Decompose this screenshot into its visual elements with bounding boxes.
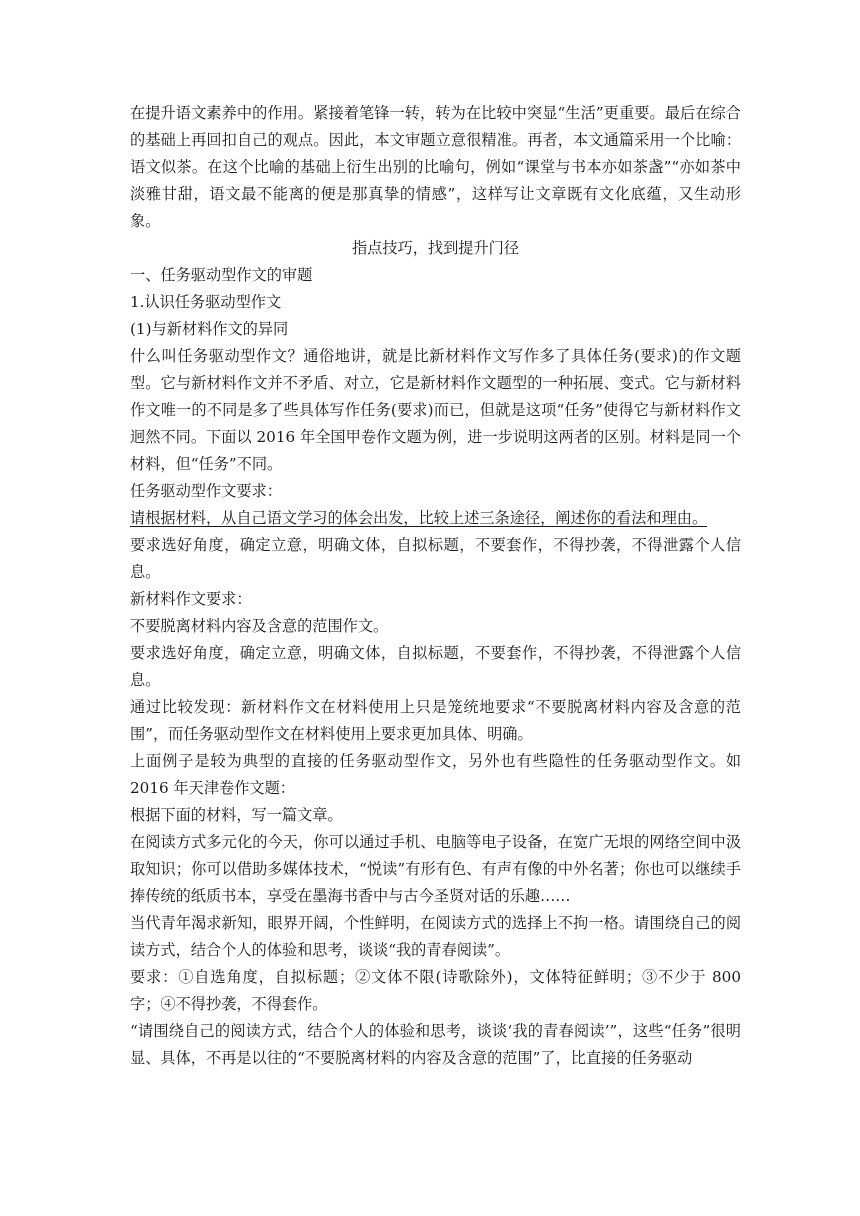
underlined-requirement: 请根据材料，从自己语文学习的体会出发，比较上述三条途径，阐述你的看法和理由。 bbox=[130, 509, 708, 527]
body-paragraph: 根据下面的材料，写一篇文章。 bbox=[130, 806, 343, 824]
body-paragraph: 通过比较发现：新材料作文在材料使用上只是笼统地要求“不要脱离材料内容及含意的范围”，而任务驱动型作文在材料使用上要求更加具体、明确。 bbox=[130, 698, 741, 743]
body-paragraph: “请围绕自己的阅读方式，结合个人的体验和思考，谈谈‘我的青春阅读’”，这些“任务”很明显、具体，不再是以往的“不要脱离材料的内容及含意的范围”了，比直接的任务驱动 bbox=[130, 1022, 741, 1067]
body-paragraph: 新材料作文要求： bbox=[130, 590, 252, 608]
subheading-level-1: 一、任务驱动型作文的审题 bbox=[130, 266, 313, 284]
subheading-level-3: (1)与新材料作文的异同 bbox=[130, 320, 289, 338]
section-heading: 指点技巧，找到提升门径 bbox=[351, 239, 520, 257]
document-body bbox=[130, 100, 741, 1072]
body-paragraph: 当代青年渴求新知，眼界开阔，个性鲜明，在阅读方式的选择上不拘一格。请围绕自己的阅读方式，结合个人的体验和思考，谈谈“我的青春阅读”。 bbox=[130, 914, 741, 959]
body-paragraph: 不要脱离材料内容及含意的范围作文。 bbox=[130, 617, 389, 635]
analysis-paragraph: 在提升语文素养中的作用。紧接着笔锋一转，转为在比较中突显“生活”更重要。最后在综合的基础上再回扣自己的观点。因此，本文审题立意很精准。再者，本文通篇采用一个比喻：语文似茶。在这个比喻的基础上衍生出别的比喻句，例如“课堂与书本亦如茶盏”“亦如茶中淡雅甘甜，语文最不能离的便是那真挚的情感”，这样写让文章既有文化底蕴，又生动形象。 bbox=[130, 104, 741, 230]
body-paragraph: 什么叫任务驱动型作文？通俗地讲，就是比新材料作文写作多了具体任务(要求)的作文题型。它与新材料作文并不矛盾、对立，它是新材料作文题型的一种拓展、变式。它与新材料作文唯一的不同是多了些具体写作任务(要求)而已，但就是这项“任务”使得它与新材料作文迥然不同。下面以 2016 年全国甲卷作文题为例，进一步说明这两者的区别。材料是同一个材料，但“任务”不同。 bbox=[130, 347, 741, 473]
body-paragraph: 要求选好角度，确定立意，明确文体，自拟标题，不要套作，不得抄袭，不得泄露个人信息。 bbox=[130, 536, 741, 581]
body-paragraph: 在阅读方式多元化的今天，你可以通过手机、电脑等电子设备，在宽广无垠的网络空间中汲取知识；你可以借助多媒体技术，“悦读”有形有色、有声有像的中外名著；你也可以继续手捧传统的纸质书本，享受在墨海书香中与古今圣贤对话的乐趣…… bbox=[130, 833, 741, 905]
subheading-level-2: 1.认识任务驱动型作文 bbox=[130, 293, 282, 311]
body-paragraph: 要求选好角度，确定立意，明确文体，自拟标题，不要套作，不得抄袭，不得泄露个人信息。 bbox=[130, 644, 741, 689]
body-paragraph: 要求：①自选角度，自拟标题；②文体不限(诗歌除外)，文体特征鲜明；③不少于 800 字；④不得抄袭，不得套作。 bbox=[130, 968, 741, 1013]
body-paragraph: 任务驱动型作文要求： bbox=[130, 482, 282, 500]
body-paragraph: 上面例子是较为典型的直接的任务驱动型作文，另外也有些隐性的任务驱动型作文。如 2016 年天津卷作文题： bbox=[130, 752, 741, 797]
